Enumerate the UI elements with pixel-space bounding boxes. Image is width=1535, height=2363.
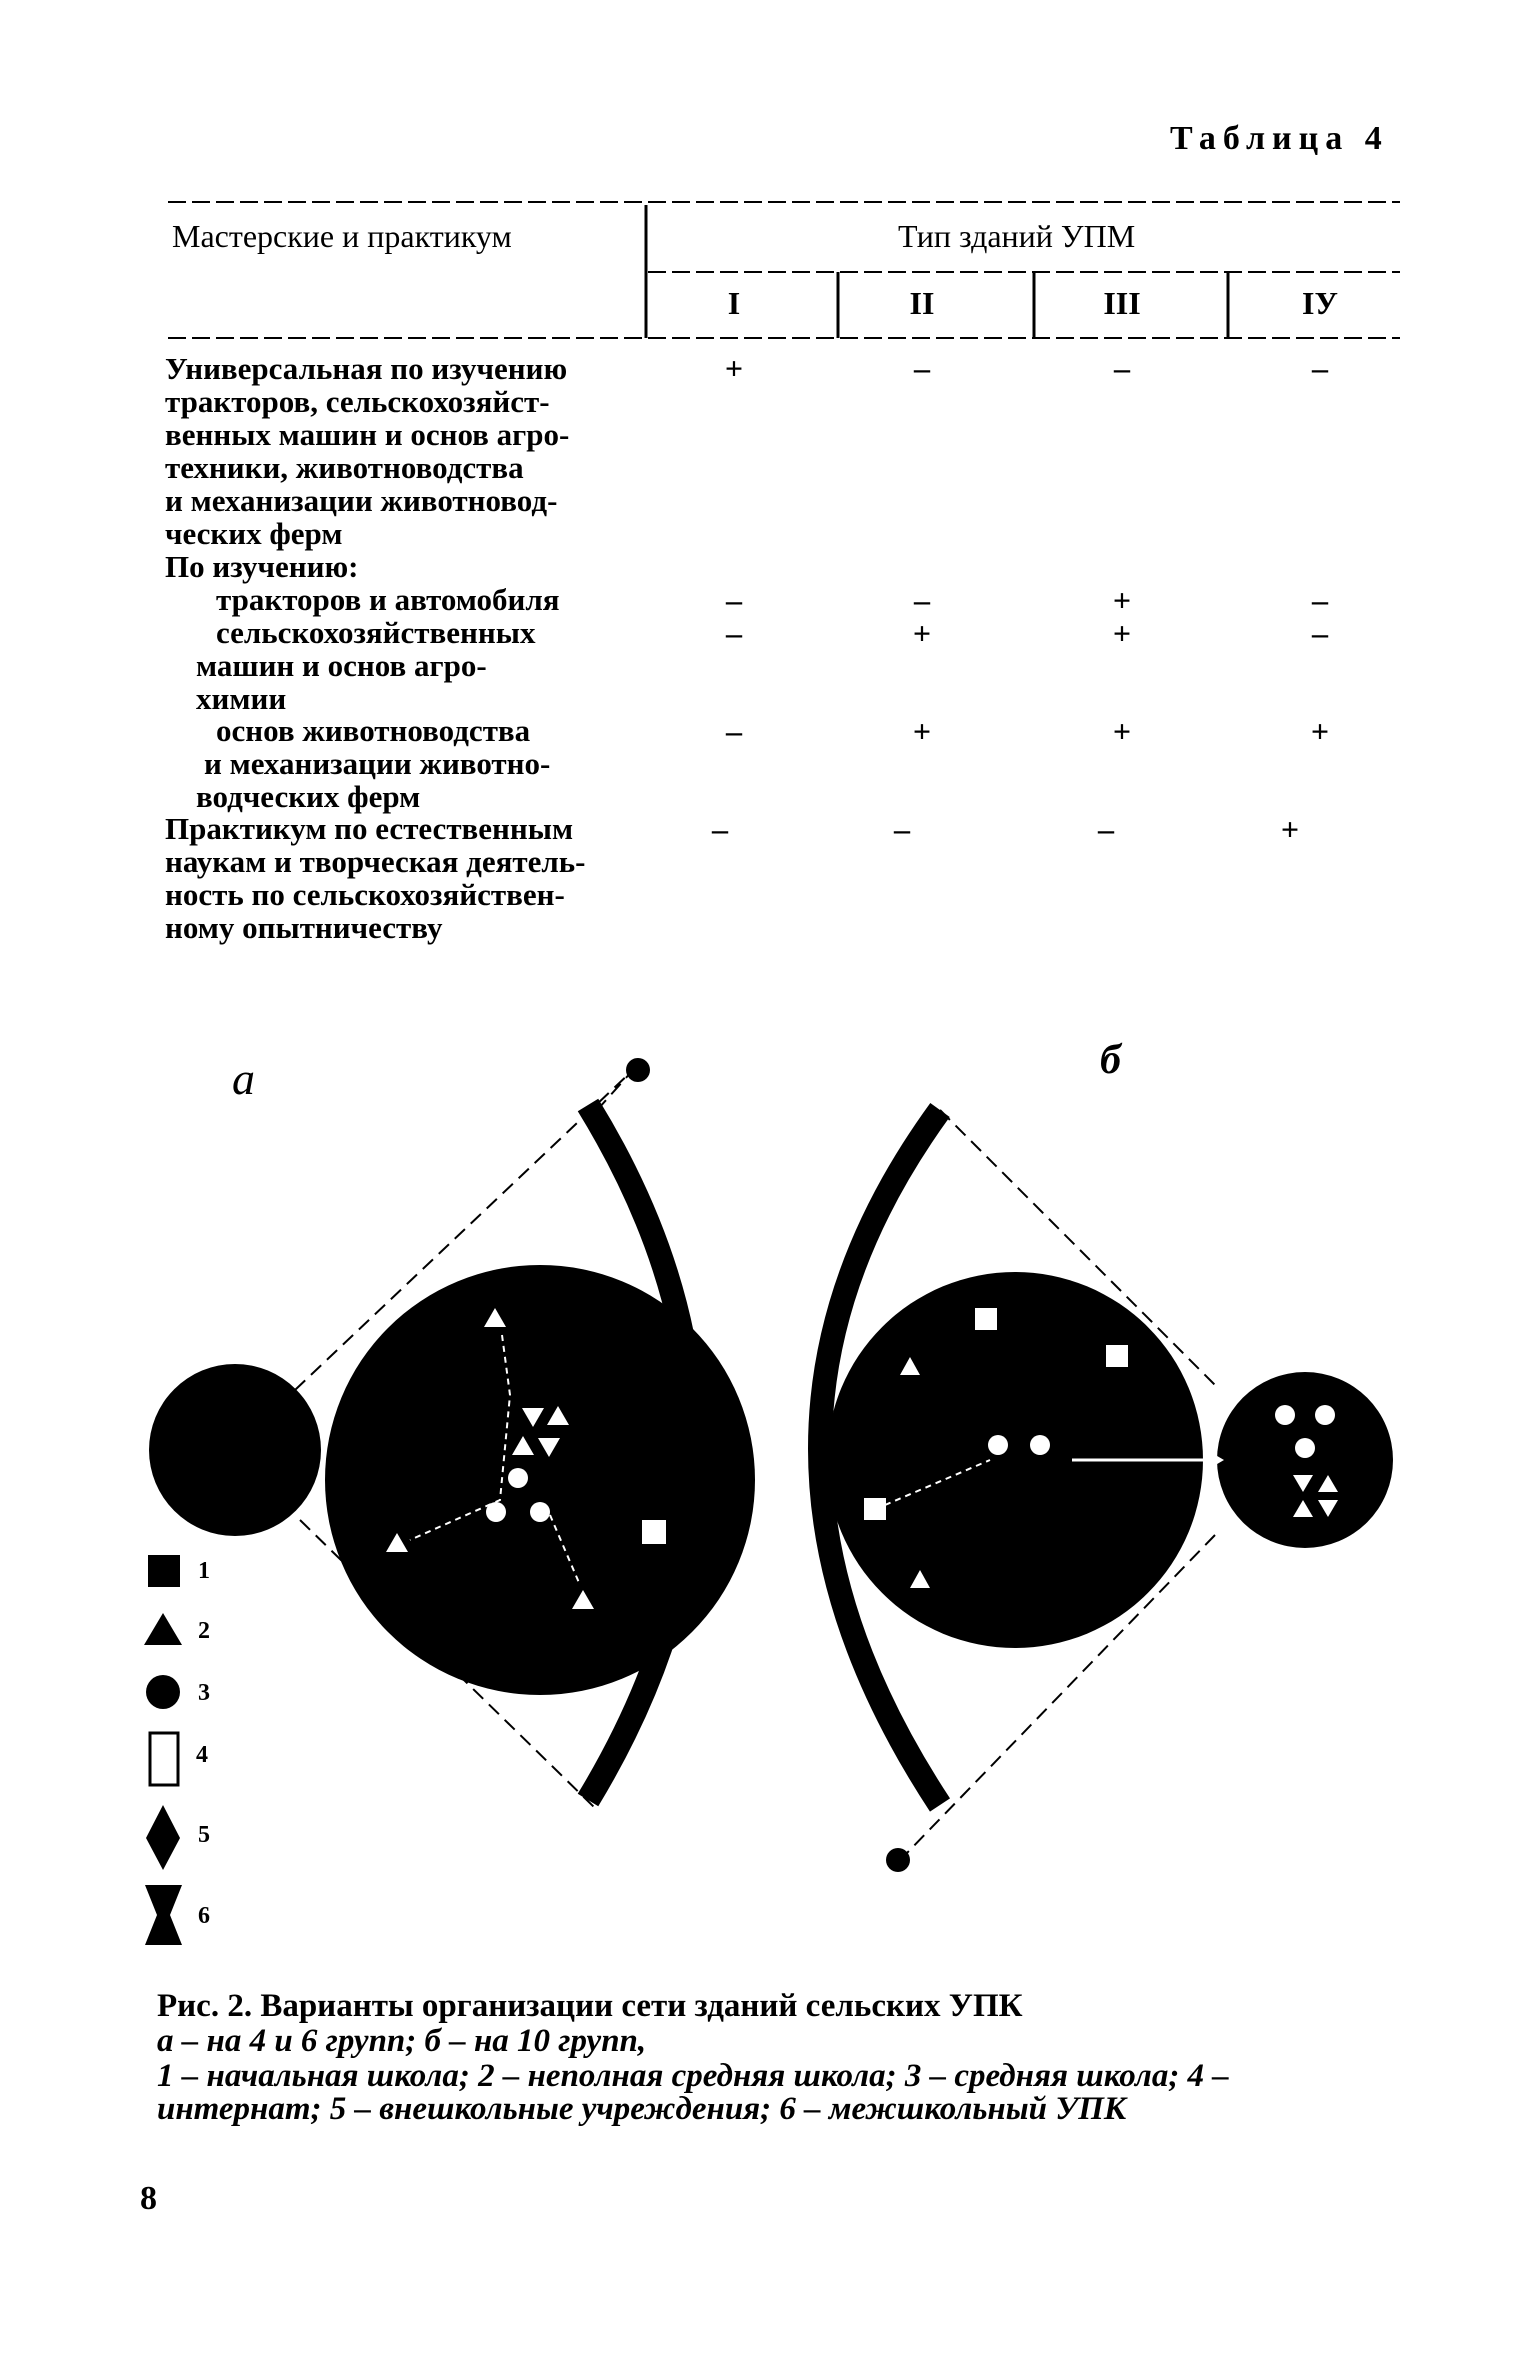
- triangle-icon: [144, 1613, 182, 1645]
- table-cell: –: [726, 713, 742, 749]
- legend-num: 1: [198, 1558, 210, 1584]
- table-cell: –: [726, 615, 742, 651]
- table-row-label: основ животноводства и механизации животно- водческих ферм: [196, 713, 551, 814]
- header-type-1: I: [727, 285, 741, 321]
- panel-b: [820, 1110, 1393, 1872]
- legend-num: 3: [198, 1680, 210, 1706]
- legend-num: 5: [198, 1822, 210, 1848]
- table-cell: –: [914, 582, 930, 618]
- circle-icon: [146, 1675, 180, 1709]
- table-cell: +: [724, 350, 744, 386]
- table-cell: –: [1312, 582, 1328, 618]
- square-icon: [148, 1555, 180, 1587]
- panel-a: [149, 1058, 755, 1808]
- table-row-label: Практикум по естественным наукам и творческая деятель- ность по сельскохозяйствен- ному опытничеству: [165, 811, 586, 945]
- legend-num: 2: [198, 1618, 210, 1644]
- table-cell: +: [912, 615, 932, 651]
- table-cell: –: [914, 350, 930, 386]
- small-circle-b: [1217, 1372, 1393, 1548]
- table-cell: +: [1112, 615, 1132, 651]
- table-row-label: сельскохозяйственных машин и основ агро- химии: [196, 615, 536, 716]
- table-row-label: По изучению:: [165, 549, 359, 584]
- hourglass-icon: [145, 1885, 182, 1945]
- table-cell: –: [894, 811, 910, 847]
- table-cell: –: [1312, 350, 1328, 386]
- table-cell: +: [1280, 811, 1300, 847]
- legend-num: 6: [198, 1903, 210, 1929]
- table-row-label: Универсальная по изучению тракторов, сельскохозяйст- венных машин и основ агро- техники, животноводства и механизации животновод- ческих ферм: [165, 351, 570, 551]
- legend-num: 4: [196, 1742, 208, 1768]
- table-row-label: тракторов и автомобиля: [216, 582, 560, 617]
- table-title: Таблица 4: [1170, 120, 1389, 157]
- diamond-icon: [146, 1805, 180, 1870]
- table-cell: +: [912, 713, 932, 749]
- table-cell: +: [1112, 713, 1132, 749]
- header-type-2: II: [909, 285, 935, 321]
- figure-caption-line: интернат; 5 – внешкольные учреждения; 6 – межшкольный УПК: [157, 2091, 1127, 2127]
- table-cell: –: [1312, 615, 1328, 651]
- figure-network-diagram: [0, 1000, 1535, 1980]
- legend: [144, 1555, 182, 1945]
- header-type-3: III: [1103, 285, 1141, 321]
- table-cell: –: [712, 811, 728, 847]
- panel-a-label: а: [232, 1053, 255, 1104]
- header-group: Тип зданий УПМ: [898, 218, 1136, 254]
- figure-caption-title: Рис. 2. Варианты организации сети зданий сельских УПК: [157, 1988, 1023, 2024]
- table-cell: –: [1114, 350, 1130, 386]
- header-type-4: IУ: [1302, 285, 1338, 321]
- figure-caption-line: 1 – начальная школа; 2 – неполная средняя школа; 3 – средняя школа; 4 –: [157, 2058, 1229, 2094]
- table-cell: –: [1098, 811, 1114, 847]
- table-cell: +: [1112, 582, 1132, 618]
- table-cell: –: [726, 582, 742, 618]
- header-col1: Мастерские и практикум: [172, 218, 512, 254]
- page-number: 8: [140, 2180, 157, 2217]
- table-cell: +: [1310, 713, 1330, 749]
- figure-caption-line: а – на 4 и 6 групп; б – на 10 групп,: [157, 2023, 647, 2059]
- rectangle-outline-icon: [150, 1733, 178, 1785]
- panel-b-label: б: [1100, 1037, 1121, 1083]
